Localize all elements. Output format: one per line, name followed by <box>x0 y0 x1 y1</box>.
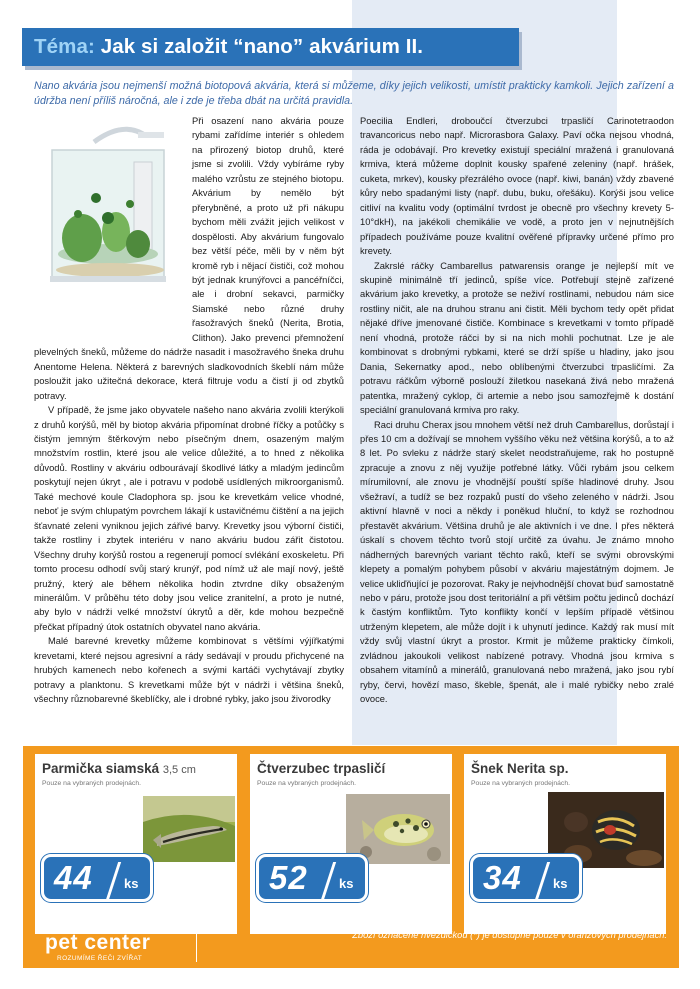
logo-tagline: ROZUMÍME ŘEČI ZVÍŘAT <box>57 955 143 962</box>
aquarium-image <box>34 114 184 330</box>
price-unit: ks <box>339 876 354 891</box>
right-paragraph-1: Poecilia Endleri, droboučcí čtverzubci trpasličí Carinotetraodon travancoricus nebo např. Microrasbora Galaxy. Paví očka nejsou vhodná, ráda je odobávají. Pro krevetky existují speciální mražená i granulovaná krmiva, která můžeme doplnit kousky spařené zeleniny (např. hrášek, cuketa, mrkev), kousky přezrálého ovoce (např. kiwi, banán) vždy zbavené kůry nebo spadanými listy (např. dubu, buku, ořešáku). Korýši jsou velice citliví na kvalitu vody (optimální tvrdost je obecně pro všechny krevety 5-10°dkH), na jakékoli chemikálie ve vodě, a proto jen v nejnutnějších případech používáme pouze kvalitní ověřené přípravky určené přímo pro krevety. <box>360 116 674 257</box>
pet-center-logo[interactable]: pet center <box>45 931 151 954</box>
product-availability: Pouze na vybraných prodejnách. <box>471 780 570 787</box>
right-paragraph-3: Raci druhu Cherax jsou mnohem větší než druh Cambarellus, dorůstají i přes 10 cm a dožívají se mnohem vyššího věku než většina korýšů, a to až 8 let. Po svleku z nádrže starý skelet neodstraňujeme, rak ho postupně zpracuje a znovu z něj využije potřebné látky. Vůči rybám jsou celkem mírumilovní, ale znovu je vhodnější pouští spíše hladinové druhy. Jsou všežraví, a tudíž se bez rozpaků pustí do všeho zeleného v nádrži. Jsou aktivní hlavně v noci a někdy i poněkud hluční, to když se rozhodnou přestavět akvárium. Většina druhů je ale aktivních i ve dne. I přes některá úskalí s chovem těchto tvorů stojí určitě za úvahu. Je známo mnoho nádherných barevných variant těchto raků, kteří se svými obrovskými klepety a pomalým pohybem působí v akváriu majestátným dojmem. Je velice ukliďňující je pozorovat. Raky je nejvhodnější chovat buď samostatně nebo v páru, protože jsou dost teritoriální a při většim počtu jedinců dochází k častým konfliktům. Tyto konflikty končí v lepším případě většinou utrženým klepetem, ale může dojít i k uhynutí jedince. Každý rak musí mít vždy svůj vlastní úkryt a prostor. Krmit je můžeme prakticky čímkoli, zvládnou jakoukoli velikost nabízené potravy. Vhodná jsou krmiva s obsahem vitamínů a minerálů, granulovaná nebo mražená, jako jsou rybí ryby, červi, hovězí maso, škeble, špenát, ale i malé rybičky nebo zralé ovoce. <box>360 419 674 705</box>
footer-divider <box>196 928 197 962</box>
product-size: 3,5 cm <box>162 764 196 776</box>
price-unit: ks <box>124 876 139 891</box>
ad-footer <box>23 930 679 968</box>
price-slash <box>321 862 336 900</box>
title-text: Jak si založit “nano” akvárium II. <box>100 35 424 58</box>
price-tag <box>41 854 153 902</box>
availability-footnote: Zboží označené hvězdičkou (*) je dostupné pouze v oranžových prodejnách. <box>352 930 667 940</box>
left-paragraph-1: Při osazení nano akvária pouze rybami zařídíme interiér s ohledem na přirozený biotop druhů, které jsme si zvolili. Vždy vybíráme ryby malého vzrůstu ze stejného biotopu. Akvárium by nemělo být přerybněné, a proto už při nákupu bychom měli zvážit jejich velikost v dospělosti. Aby akvárium fungovalo bez větší péče, měli by v něm být kromě ryb i nějací čističi, což mohou být jednak krunýřovci a pancéřníčci, ale i drobní sekavci, parmičky Siamské nebo různé druhy řasožravých šneků (Nerita, Brotia, Clithon). Jako prevenci přemnožení plevelných šneků, můžeme do nádrže nasadit i masožravého šneka druhu Anentome Helena. Některá z barevných sladkovodních škeblí nám může posloužit jako užitečná dekorace, která filtruje vodu a čistí ji od zbytků potravy. <box>34 116 344 401</box>
product-name: Šnek Nerita sp. <box>471 761 569 776</box>
left-paragraph-2: V případě, že jsme jako obyvatele našeho nano akvária zvolili kterýkoli z druhů korýšů, měl by biotop akvária připomínat drobné říčky a potůčky s čistým jemným štěrkovým nebo písečným dnem, osazeným malým množstvím rostlin, které jsou ale velice důležité, a to hned z několika důvodů. Rostliny v akváriu odbourávají škodlivé látky a mladým jedincům poskytují nejen úkryt , ale i potravu v podobě usídlených mikroorganismů. Také mechové koule Cladophora sp. jsou ke krevetkám velice vhodné, neboť je svým chlupatým povrchem lákají k ustavičnému čištění a na jejich šťavnaté zeleni vyniknou jejich zářivé barvy. Krevetky jsou výborní čističi, takže rostliny i zbytek interiéru v nano akváriu budou zářit čistotou. Všechny druhy korýšů rostou a regenerují pomocí svlékání exoskeletu. Při tomto procesu odhodí svůj starý krunýř, pod nímž už ale mají nový, ještě pružný, který ale během několika hodin ztvrdne díky obsaženým minerálům. V průběhu této doby jsou velice zranitelní, a proto je nutné, aby bylo v nádrži velké množství úkrytů a děr, kde mohou bezpečně přečkat případný útok ostatních obyvatel nano akvária. <box>34 405 344 632</box>
pet-center-ad <box>23 746 679 968</box>
product-name: Parmička siamská 3,5 cm <box>42 761 196 776</box>
price-tag <box>470 854 582 902</box>
product-name: Čtverzubec trpasličí <box>257 761 386 776</box>
left-paragraph-3: Malé barevné krevetky můžeme kombinovat s většími výjířkatými krevetami, které nejsou agresivní a rády sedávají v proudu přichycené na hrubých kamenech nebo kořenech a svými kartáči vychytávají zbytky potravy a planktonu. S krevetkami může být v nádrži i většina šneků, všechny různobarevné škeblíčky, ale i drobné rybky, jako jsou živorodky <box>34 636 344 705</box>
product-card[interactable] <box>250 754 452 934</box>
product-availability: Pouze na vybraných prodejnách. <box>257 780 356 787</box>
title-label: Téma: <box>34 35 95 58</box>
product-card[interactable] <box>464 754 666 934</box>
price-value: 44 <box>54 859 93 896</box>
right-column <box>360 114 674 707</box>
article-intro: Nano akvária jsou nejmenší možná biotopová akvária, která si můžeme, díky jejich velikosti, umístit prakticky kamkoli. Jejich zařízení a údržba není příliš náročná, ale i zde je třeba dbát na určitá pravidla. <box>34 80 674 107</box>
article-title-bar <box>22 28 519 66</box>
price-tag <box>256 854 368 902</box>
fish-photo <box>143 796 235 862</box>
fish-photo <box>346 794 450 864</box>
left-column <box>34 114 344 707</box>
article-title <box>34 35 423 59</box>
product-availability: Pouze na vybraných prodejnách. <box>42 780 141 787</box>
price-slash <box>106 862 121 900</box>
price-slash <box>535 862 550 900</box>
right-paragraph-2: Zakrslé ráčky Cambarellus patwarensis orange je nejlepší mít ve skupině minimálně tří jedinců, spíše více. Potřebují stejně zařízené akvárium jako krevetky, a protože se neživí rostlinami, nebudou nám sice rostliny ničit, ale na druhou stranu ani čistit. Měli bychom tedy opět přidat nějaké dříve jmenované čističe. Kombinace s krevetkami v tomto případě není vhodná, protože ráčci by si na nich mohli pochutnat. Lze je ale kombinovat s drobnými rybkami, které se drží spíše u hladiny, jako jsou Dania, Sekernatky apod., nebo oblíbenými čtverzubci trpasličími. Za potravu ráčkům výborně poslouží žiletkou nasekaná živá nebo mražená patentka, mražený cyklop, či artemie a nebo jsou samozřejmě k dostání speciální granulovaná krmiva pro raky. <box>360 260 674 416</box>
price-unit: ks <box>553 876 568 891</box>
product-card[interactable] <box>35 754 237 934</box>
price-value: 52 <box>269 859 308 896</box>
price-value: 34 <box>483 859 522 896</box>
